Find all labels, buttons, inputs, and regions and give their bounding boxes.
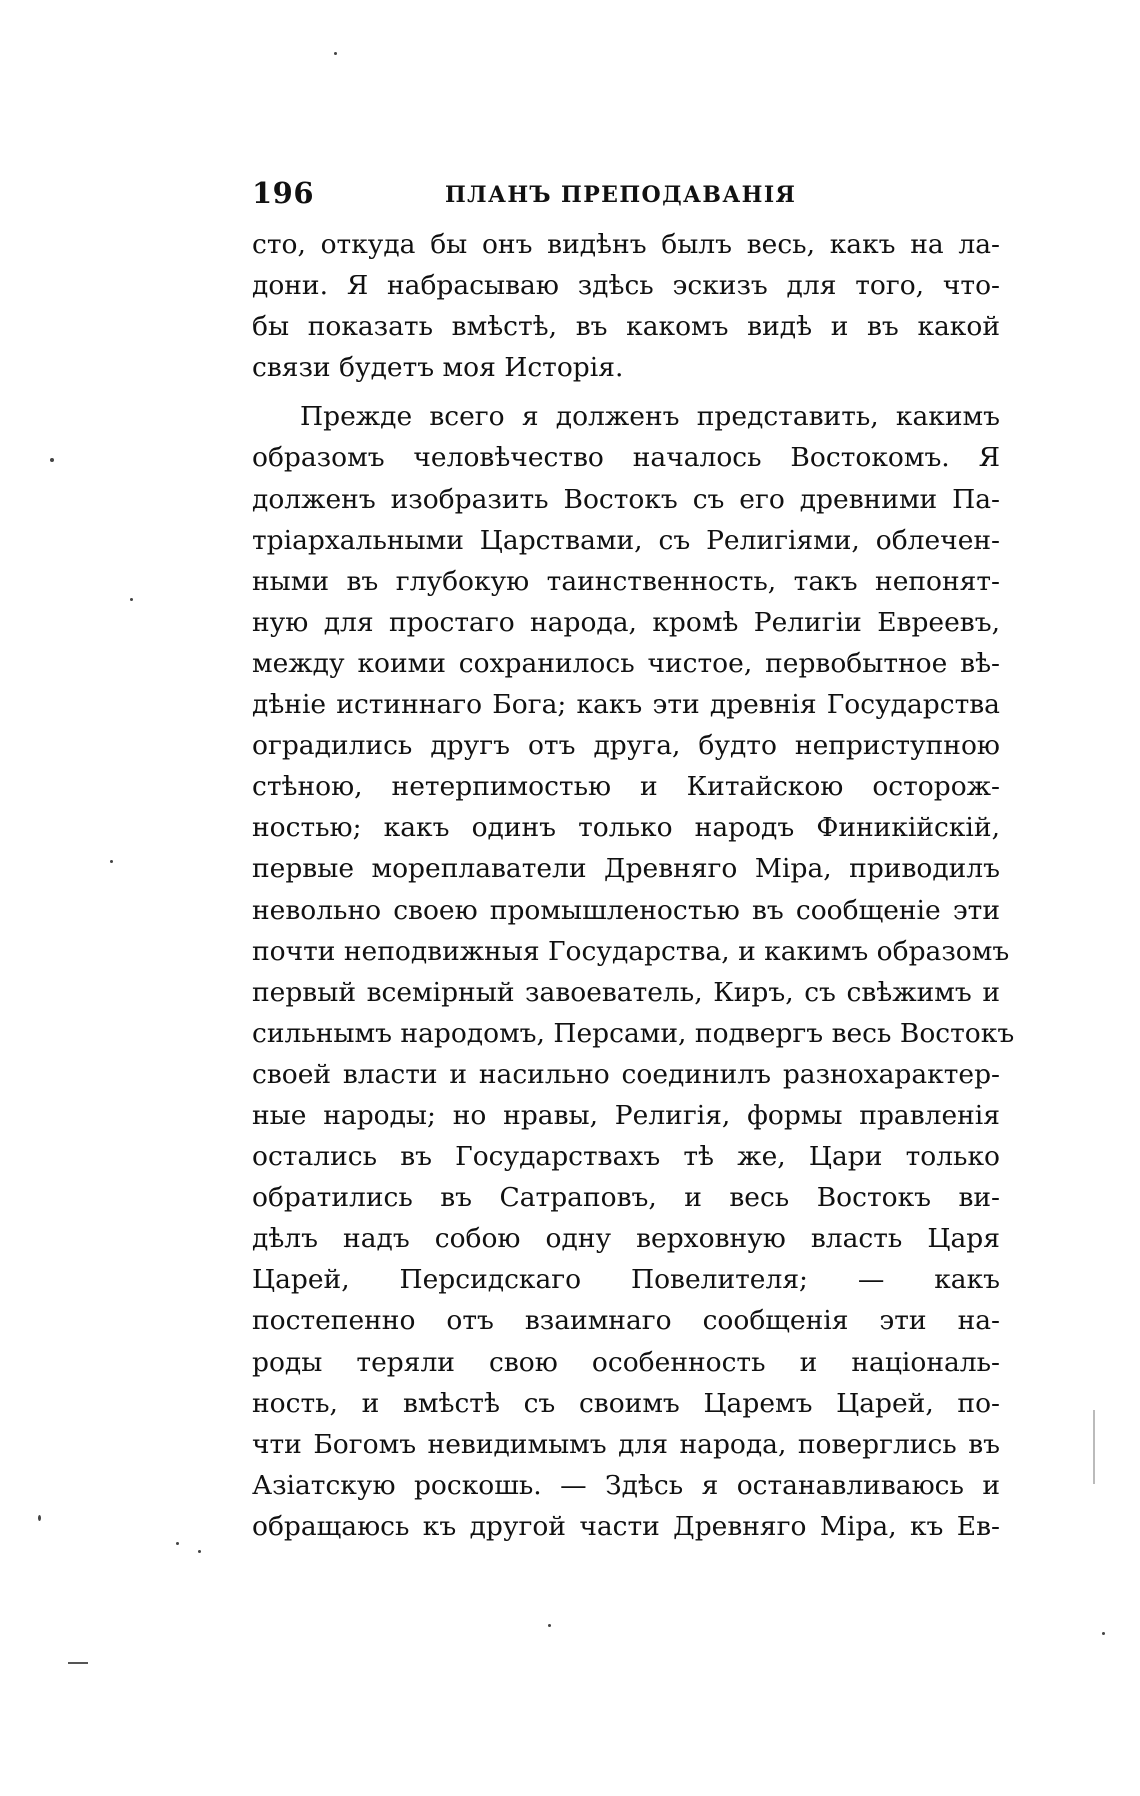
text-line: долженъ изобразить Востокъ съ его древними Па- — [252, 483, 1000, 515]
scan-speck — [110, 860, 113, 863]
text-line: чти Богомъ невидимымъ для народа, поверглись въ — [252, 1428, 1000, 1460]
scan-speck — [548, 1624, 551, 1627]
text-line: остались въ Государствахъ тѣ же, Цари только — [252, 1141, 1000, 1173]
text-line: оградились другъ отъ друга, будто неприступною — [252, 730, 1000, 762]
text-line: образомъ человѣчество началось Востокомъ. Я — [252, 442, 1000, 474]
scan-speck — [50, 458, 54, 462]
body-text — [252, 224, 1015, 1547]
text-line: Прежде всего я долженъ представить, какимъ — [300, 401, 1000, 433]
text-line: первый всемірный завоеватель, Киръ, съ свѣжимъ и — [252, 976, 1000, 1008]
scan-mark — [68, 1662, 88, 1664]
text-line: ные народы; но нравы, Религія, формы правленія — [252, 1099, 1000, 1131]
scan-mark — [1093, 1410, 1095, 1484]
text-line: тріархальными Царствами, съ Религіями, облечен- — [252, 524, 1000, 556]
text-line: стѣною, нетерпимостью и Китайскою осторож- — [252, 771, 1000, 803]
paragraph-2 — [252, 396, 1015, 1547]
paragraph-gap — [252, 388, 1000, 396]
text-line: связи будетъ моя Исторія. — [252, 352, 624, 384]
text-line: Царей, Персидскаго Повелителя; — какъ — [252, 1264, 1000, 1296]
scan-speck — [1102, 1632, 1105, 1635]
text-line: почти неподвижныя Государства, и какимъ образомъ — [252, 935, 1010, 967]
scan-speck — [38, 1515, 41, 1521]
text-line: Азіатскую роскошь. — Здѣсь я останавливаюсь и — [252, 1469, 1000, 1501]
text-line: ностью; какъ одинъ только народъ Финикійскій, — [252, 812, 1000, 844]
text-line: обращаюсь къ другой части Древняго Міра, къ Ев- — [252, 1510, 1000, 1542]
text-line: дѣніе истиннаго Бога; какъ эти древнія Государства — [252, 689, 1000, 721]
running-head: ПЛАНЪ ПРЕПОДАВАНІЯ — [445, 182, 797, 208]
scan-speck — [176, 1542, 179, 1545]
text-line: первые мореплаватели Древняго Міра, приводилъ — [252, 853, 1000, 885]
text-line: дѣлъ надъ собою одну верховную власть Царя — [252, 1223, 1000, 1255]
text-line: дони. Я набрасываю здѣсь эскизъ для того, что- — [252, 270, 1000, 302]
text-line: ными въ глубокую таинственность, такъ непонят- — [252, 565, 1000, 597]
text-line: бы показать вмѣстѣ, въ какомъ видѣ и въ какой — [252, 311, 1000, 343]
text-line: между коими сохранилось чистое, первобытное вѣ- — [252, 647, 1000, 679]
text-line: сильнымъ народомъ, Персами, подвергъ весь Востокъ — [252, 1017, 1015, 1049]
page-header — [252, 176, 1000, 216]
text-line: своей власти и насильно соединилъ разнохарактер- — [252, 1058, 1000, 1090]
text-line: постепенно отъ взаимнаго сообщенія эти на- — [252, 1305, 1000, 1337]
text-line: ную для простаго народа, кромѣ Религіи Евреевъ, — [252, 606, 1000, 638]
scan-speck — [130, 598, 133, 601]
page-number: 196 — [252, 176, 315, 210]
text-line: невольно своею промышленостью въ сообщеніе эти — [252, 894, 1000, 926]
scan-speck — [198, 1550, 201, 1553]
scan-speck — [334, 52, 337, 55]
text-line: сто, откуда бы онъ видѣнъ былъ весь, какъ на ла- — [252, 229, 1000, 260]
text-line: роды теряли свою особенность и національ- — [252, 1346, 1000, 1378]
paragraph-1 — [252, 224, 1000, 388]
text-line: ность, и вмѣстѣ съ своимъ Царемъ Царей, по- — [252, 1387, 1000, 1419]
text-line: обратились въ Сатраповъ, и весь Востокъ ви- — [252, 1182, 1000, 1214]
